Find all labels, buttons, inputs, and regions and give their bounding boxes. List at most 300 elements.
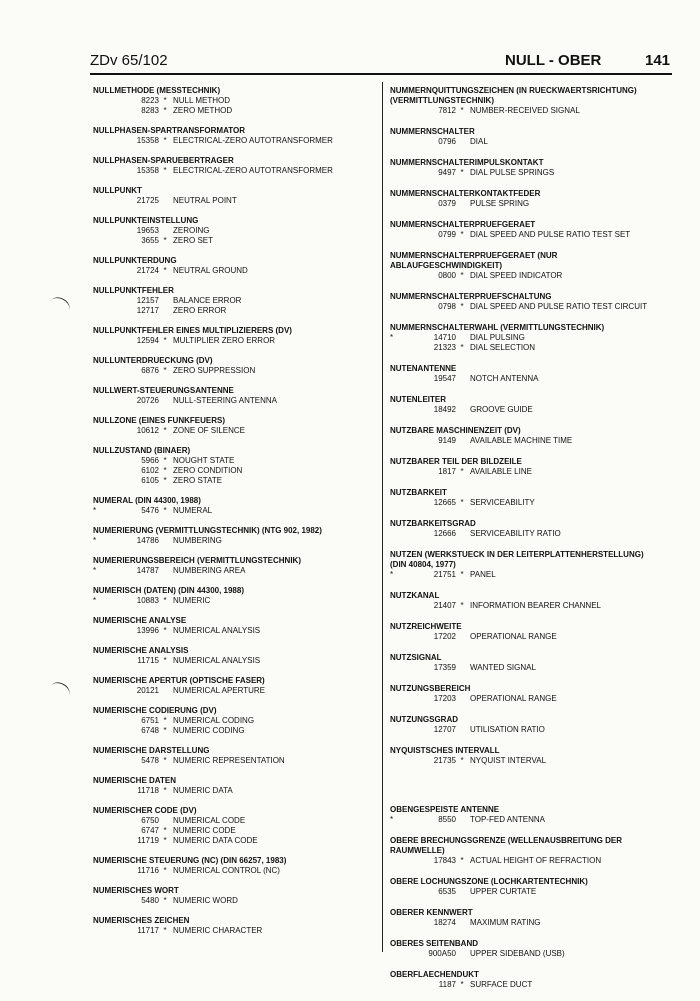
entry-headword: NUMMERNSCHALTERWAHL (VERMITTLUNGSTECHNIK): [390, 323, 605, 332]
dictionary-entry: [93, 706, 373, 736]
translation-line: [93, 456, 373, 466]
english-term: ZERO SUPPRESSION: [173, 366, 256, 375]
english-term: SERVICEABILITY RATIO: [470, 529, 561, 538]
english-term: ZERO ERROR: [173, 306, 227, 315]
entry-marker: *: [390, 333, 394, 342]
term-number: 9149: [438, 436, 456, 445]
entry-marker: [93, 836, 127, 846]
term-flag: *: [460, 980, 464, 989]
dictionary-entry: [390, 292, 670, 312]
dictionary-entry: [390, 939, 670, 959]
entry-headword: NUMERISCHE DATEN: [93, 776, 176, 785]
term-number: 14786: [136, 536, 159, 545]
translation-line: [93, 836, 373, 846]
term-number: 20121: [136, 686, 159, 695]
term-flag: *: [460, 106, 464, 115]
entry-marker: [390, 168, 424, 178]
entry-marker: [93, 366, 127, 376]
term-flag: [159, 196, 171, 206]
english-term: NUMBERING AREA: [173, 566, 246, 575]
entry-marker: [390, 601, 424, 611]
translation-line: [390, 405, 670, 415]
translation-line: [93, 596, 373, 606]
dictionary-entry: [93, 676, 373, 696]
translation-line: [390, 168, 670, 178]
translation-line: [390, 333, 670, 343]
term-flag: [456, 887, 468, 897]
translation-line: [93, 466, 373, 476]
entry-headword: NUMMERNQUITTUNGSZEICHEN (IN RUECKWAERTSRICHTUNG) (VERMITTLUNGSTECHNIK): [390, 86, 637, 105]
english-term: SURFACE DUCT: [470, 980, 533, 989]
translation-line: [390, 498, 670, 508]
entry-marker: [93, 756, 127, 766]
translation-line: [93, 896, 373, 906]
translation-line: [390, 230, 670, 240]
term-flag: *: [460, 302, 464, 311]
term-number: 7812: [438, 106, 456, 115]
translation-line: [93, 266, 373, 276]
term-flag: *: [460, 343, 464, 352]
entry-marker: [390, 467, 424, 477]
term-flag: *: [163, 426, 167, 435]
entry-marker: [390, 374, 424, 384]
english-term: BALANCE ERROR: [173, 296, 242, 305]
term-number: 11715: [137, 656, 159, 665]
entry-marker: [93, 426, 127, 436]
entry-marker: *: [93, 596, 97, 605]
term-flag: [456, 199, 468, 209]
english-term: ZERO METHOD: [173, 106, 233, 115]
term-flag: [456, 405, 468, 415]
dictionary-entry: [93, 386, 373, 406]
entry-headword: NUTZEN (WERKSTUECK IN DER LEITERPLATTENHERSTELLUNG) (DIN 40804, 1977): [390, 550, 644, 569]
term-flag: *: [163, 236, 167, 245]
english-term: ZONE OF SILENCE: [173, 426, 246, 435]
term-flag: *: [460, 271, 464, 280]
translation-line: [93, 306, 373, 316]
entry-marker: [390, 343, 424, 353]
term-flag: *: [460, 570, 464, 579]
entry-headword: NULLMETHODE (MESSTECHNIK): [93, 86, 221, 95]
english-term: NOTCH ANTENNA: [470, 374, 539, 383]
dictionary-entry: [390, 127, 670, 147]
term-number: 5476: [141, 506, 159, 515]
term-number: 12717: [136, 306, 159, 315]
english-term: NEUTRAL GROUND: [173, 266, 248, 275]
entry-marker: [93, 226, 127, 236]
page-number: 141: [645, 52, 671, 69]
term-number: 17843: [433, 856, 456, 865]
dictionary-entry: [93, 286, 373, 316]
term-number: 17203: [433, 694, 456, 703]
term-flag: *: [163, 866, 167, 875]
term-flag: [456, 949, 468, 959]
term-flag: *: [163, 506, 167, 515]
english-term: NOUGHT STATE: [173, 456, 235, 465]
term-flag: *: [163, 926, 167, 935]
dictionary-entry: [93, 326, 373, 346]
english-term: ZERO CONDITION: [173, 466, 243, 475]
translation-line: [93, 716, 373, 726]
entry-marker: [93, 466, 127, 476]
entry-marker: [93, 686, 127, 696]
english-term: DIAL SPEED AND PULSE RATIO TEST CIRCUIT: [470, 302, 648, 311]
entry-headword: NUTZBARKEITSGRAD: [390, 519, 476, 528]
term-number: 17202: [433, 632, 456, 641]
entry-marker: [93, 656, 127, 666]
entry-headword: NULLUNTERDRUECKUNG (DV): [93, 356, 213, 365]
entry-marker: [390, 405, 424, 415]
translation-line: [390, 980, 670, 990]
english-term: DIAL SPEED AND PULSE RATIO TEST SET: [470, 230, 631, 239]
translation-line: [93, 166, 373, 176]
entry-headword: NUMERISCHER CODE (DV): [93, 806, 197, 815]
entry-headword: NUMERIERUNGSBEREICH (VERMITTLUNGSTECHNIK): [93, 556, 301, 565]
english-term: ELECTRICAL-ZERO AUTOTRANSFORMER: [173, 166, 333, 175]
dictionary-entry: [390, 653, 670, 673]
dictionary-entry: [93, 806, 373, 846]
entry-headword: NULLZONE (EINES FUNKFEUERS): [93, 416, 225, 425]
term-number: 6748: [141, 726, 159, 735]
term-number: 1187: [438, 980, 456, 989]
entry-headword: NUTENANTENNE: [390, 364, 457, 373]
entry-headword: NULLPUNKTFEHLER: [93, 286, 174, 295]
section-gap: [390, 777, 670, 805]
term-number: 0800: [438, 271, 456, 280]
entry-marker: [390, 980, 424, 990]
dictionary-entry: [390, 364, 670, 384]
english-term: GROOVE GUIDE: [470, 405, 533, 414]
translation-line: [390, 436, 670, 446]
entry-marker: [390, 756, 424, 766]
translation-line: [93, 236, 373, 246]
english-term: SERVICEABILITY: [470, 498, 535, 507]
entry-headword: NUTZSIGNAL: [390, 653, 442, 662]
term-number: 11718: [137, 786, 159, 795]
translation-line: [390, 570, 670, 580]
entry-marker: [93, 626, 127, 636]
entry-headword: NUMERISCHES WORT: [93, 886, 179, 895]
dictionary-entry: [93, 446, 373, 486]
entry-marker: [93, 456, 127, 466]
entry-marker: [93, 476, 127, 486]
entry-headword: NULLPUNKTEINSTELLUNG: [93, 216, 199, 225]
term-number: 0799: [438, 230, 456, 239]
term-flag: [159, 306, 171, 316]
term-flag: *: [460, 467, 464, 476]
term-flag: [159, 396, 171, 406]
term-number: 21724: [136, 266, 159, 275]
term-number: 6102: [141, 466, 159, 475]
term-number: 21751: [433, 570, 456, 579]
term-number: 12157: [136, 296, 159, 305]
english-term: NYQUIST INTERVAL: [470, 756, 547, 765]
term-number: 13996: [136, 626, 159, 635]
term-flag: *: [163, 786, 167, 795]
term-flag: [159, 296, 171, 306]
english-term: NUMERICAL ANALYSIS: [173, 656, 261, 665]
term-number: 6747: [141, 826, 159, 835]
term-number: 15358: [136, 136, 159, 145]
dictionary-entry: [93, 416, 373, 436]
english-term: NUMERICAL APERTURE: [173, 686, 266, 695]
term-flag: *: [163, 336, 167, 345]
entry-marker: [93, 196, 127, 206]
entry-marker: [390, 856, 424, 866]
translation-line: [93, 296, 373, 306]
term-number: 10883: [136, 596, 159, 605]
term-flag: *: [460, 756, 464, 765]
dictionary-entry: [93, 126, 373, 146]
dictionary-entry: [390, 426, 670, 446]
entry-headword: OBERER KENNWERT: [390, 908, 473, 917]
term-flag: *: [163, 96, 167, 105]
term-flag: *: [460, 856, 464, 865]
dictionary-entry: [93, 526, 373, 546]
term-number: 9497: [438, 168, 456, 177]
dictionary-entry: [93, 186, 373, 206]
english-term: WANTED SIGNAL: [470, 663, 536, 672]
term-number: 12666: [433, 529, 456, 538]
dictionary-entry: [93, 586, 373, 606]
english-term: NUMERIC: [173, 596, 211, 605]
term-number: 21725: [136, 196, 159, 205]
dictionary-entry: [93, 496, 373, 516]
translation-line: [93, 686, 373, 696]
english-term: OPERATIONAL RANGE: [470, 632, 557, 641]
translation-line: [93, 96, 373, 106]
term-flag: [159, 566, 171, 576]
term-flag: [456, 918, 468, 928]
translation-line: [93, 816, 373, 826]
term-number: 15358: [136, 166, 159, 175]
english-term: DIAL PULSING: [470, 333, 525, 342]
term-number: 18274: [433, 918, 456, 927]
term-number: 12665: [433, 498, 456, 507]
entry-headword: NUMMERNSCHALTERIMPULSKONTAKT: [390, 158, 544, 167]
scan-mark: [48, 294, 73, 317]
english-term: NUMBERING: [173, 536, 222, 545]
translation-line: [93, 536, 373, 546]
entry-marker: [93, 106, 127, 116]
entry-headword: NUMERISCHE DARSTELLUNG: [93, 746, 210, 755]
term-number: 11716: [137, 866, 159, 875]
term-flag: *: [163, 756, 167, 765]
translation-line: [390, 601, 670, 611]
english-term: NUMERICAL ANALYSIS: [173, 626, 261, 635]
entry-marker: [390, 529, 424, 539]
translation-line: [390, 663, 670, 673]
term-flag: *: [163, 166, 167, 175]
entry-marker: [93, 336, 127, 346]
dictionary-entry: [93, 856, 373, 876]
entry-headword: NUTZREICHWEITE: [390, 622, 462, 631]
entry-marker: [93, 266, 127, 276]
entry-headword: NUMERIERUNG (VERMITTLUNGSTECHNIK) (NTG 902, 1982): [93, 526, 322, 535]
term-flag: [456, 333, 468, 343]
dictionary-entry: [93, 156, 373, 176]
english-term: UTILISATION RATIO: [470, 725, 545, 734]
translation-line: [390, 302, 670, 312]
term-flag: *: [163, 726, 167, 735]
entry-marker: [390, 632, 424, 642]
term-number: 10612: [136, 426, 159, 435]
dictionary-entry: [390, 323, 670, 353]
dictionary-entry: [390, 746, 670, 766]
term-flag: [456, 694, 468, 704]
term-flag: [456, 137, 468, 147]
term-flag: *: [163, 626, 167, 635]
entry-headword: NUMERISCH (DATEN) (DIN 44300, 1988): [93, 586, 244, 595]
entry-headword: NUTZBARE MASCHINENZEIT (DV): [390, 426, 521, 435]
term-flag: [456, 725, 468, 735]
entry-marker: [93, 786, 127, 796]
translation-line: [390, 918, 670, 928]
entry-headword: NUMERAL (DIN 44300, 1988): [93, 496, 201, 505]
dictionary-entry: [390, 550, 670, 580]
dictionary-entry: [93, 916, 373, 936]
english-term: ZERO SET: [173, 236, 214, 245]
entry-headword: OBENGESPEISTE ANTENNE: [390, 805, 500, 814]
entry-headword: NUMMERNSCHALTERPRUEFSCHALTUNG: [390, 292, 552, 301]
term-flag: *: [163, 716, 167, 725]
term-number: 14787: [136, 566, 159, 575]
entry-headword: NUTENLEITER: [390, 395, 446, 404]
term-number: 19653: [136, 226, 159, 235]
english-term: NUMERIC WORD: [173, 896, 238, 905]
dictionary-entry: [93, 86, 373, 116]
english-term: MAXIMUM RATING: [470, 918, 541, 927]
dictionary-entry: [93, 886, 373, 906]
translation-line: [390, 374, 670, 384]
translation-line: [93, 656, 373, 666]
translation-line: [390, 694, 670, 704]
translation-line: [93, 756, 373, 766]
dictionary-entry: [390, 189, 670, 209]
english-term: INFORMATION BEARER CHANNEL: [470, 601, 601, 610]
term-number: 1817: [438, 467, 456, 476]
term-flag: *: [163, 466, 167, 475]
entry-marker: [93, 926, 127, 936]
english-term: PANEL: [470, 570, 496, 579]
entry-marker: [93, 96, 127, 106]
entry-marker: [93, 296, 127, 306]
translation-line: [93, 336, 373, 346]
english-term: OPERATIONAL RANGE: [470, 694, 557, 703]
english-term: NUMERIC DATA CODE: [173, 836, 258, 845]
term-flag: *: [163, 456, 167, 465]
translation-line: [390, 343, 670, 353]
translation-line: [390, 271, 670, 281]
entry-headword: NUMERISCHE CODIERUNG (DV): [93, 706, 217, 715]
entry-headword: NYQUISTSCHES INTERVALL: [390, 746, 500, 755]
term-number: 900A50: [428, 949, 456, 958]
term-flag: [159, 686, 171, 696]
entry-headword: NUTZBARKEIT: [390, 488, 447, 497]
entry-marker: [93, 896, 127, 906]
dictionary-entry: [93, 616, 373, 636]
entry-marker: [93, 826, 127, 836]
term-flag: *: [163, 366, 167, 375]
translation-line: [390, 887, 670, 897]
translation-line: [390, 756, 670, 766]
entry-headword: NULLPUNKT: [93, 186, 142, 195]
entry-headword: NULLWERT-STEUERUNGSANTENNE: [93, 386, 234, 395]
term-number: 17359: [433, 663, 456, 672]
term-number: 0796: [438, 137, 456, 146]
translation-line: [390, 949, 670, 959]
entry-marker: [93, 816, 127, 826]
entry-marker: [93, 396, 127, 406]
entry-marker: [390, 302, 424, 312]
english-term: DIAL SELECTION: [470, 343, 536, 352]
term-flag: *: [163, 656, 167, 665]
english-term: ACTUAL HEIGHT OF REFRACTION: [470, 856, 602, 865]
term-number: 18492: [433, 405, 456, 414]
entry-marker: *: [93, 566, 97, 575]
entry-marker: [93, 866, 127, 876]
translation-line: [93, 396, 373, 406]
term-flag: [159, 226, 171, 236]
entry-marker: [390, 230, 424, 240]
translation-line: [390, 106, 670, 116]
dictionary-entry: [390, 715, 670, 735]
dictionary-entry: [93, 746, 373, 766]
term-flag: [456, 529, 468, 539]
english-term: ZERO STATE: [173, 476, 223, 485]
english-term: NUMERIC CODE: [173, 826, 236, 835]
term-number: 6535: [438, 887, 456, 896]
dictionary-entry: [390, 970, 670, 990]
term-flag: *: [460, 601, 464, 610]
entry-headword: NUMMERNSCHALTERKONTAKTFEDER: [390, 189, 541, 198]
english-term: ZEROING: [173, 226, 210, 235]
english-term: NUMERIC REPRESENTATION: [173, 756, 285, 765]
scan-mark: [48, 679, 73, 702]
entry-marker: [390, 436, 424, 446]
dictionary-entry: [93, 776, 373, 796]
english-term: NUMBER-RECEIVED SIGNAL: [470, 106, 580, 115]
term-flag: *: [163, 136, 167, 145]
entry-marker: *: [93, 506, 97, 515]
entry-headword: NUMERISCHE APERTUR (OPTISCHE FASER): [93, 676, 265, 685]
translation-line: [93, 866, 373, 876]
translation-line: [390, 199, 670, 209]
term-number: 21735: [433, 756, 456, 765]
term-number: 8223: [141, 96, 159, 105]
term-number: 0379: [438, 199, 456, 208]
term-flag: [159, 536, 171, 546]
entry-marker: [390, 137, 424, 147]
entry-marker: [93, 306, 127, 316]
translation-line: [93, 506, 373, 516]
english-term: NULL METHOD: [173, 96, 231, 105]
term-flag: *: [163, 896, 167, 905]
term-number: 6876: [141, 366, 159, 375]
entry-headword: NULLPHASEN-SPARUEBERTRAGER: [93, 156, 234, 165]
entry-headword: NUMMERNSCHALTER: [390, 127, 475, 136]
entry-marker: [390, 918, 424, 928]
entry-marker: [390, 199, 424, 209]
document-id: ZDv 65/102: [90, 52, 168, 69]
english-term: MULTIPLIER ZERO ERROR: [173, 336, 276, 345]
english-term: UPPER CURTATE: [470, 887, 537, 896]
dictionary-entry: [390, 251, 670, 281]
term-number: 20726: [136, 396, 159, 405]
translation-line: [93, 626, 373, 636]
page-header: [90, 52, 672, 72]
entry-headword: NULLPHASEN-SPARTRANSFORMATOR: [93, 126, 245, 135]
